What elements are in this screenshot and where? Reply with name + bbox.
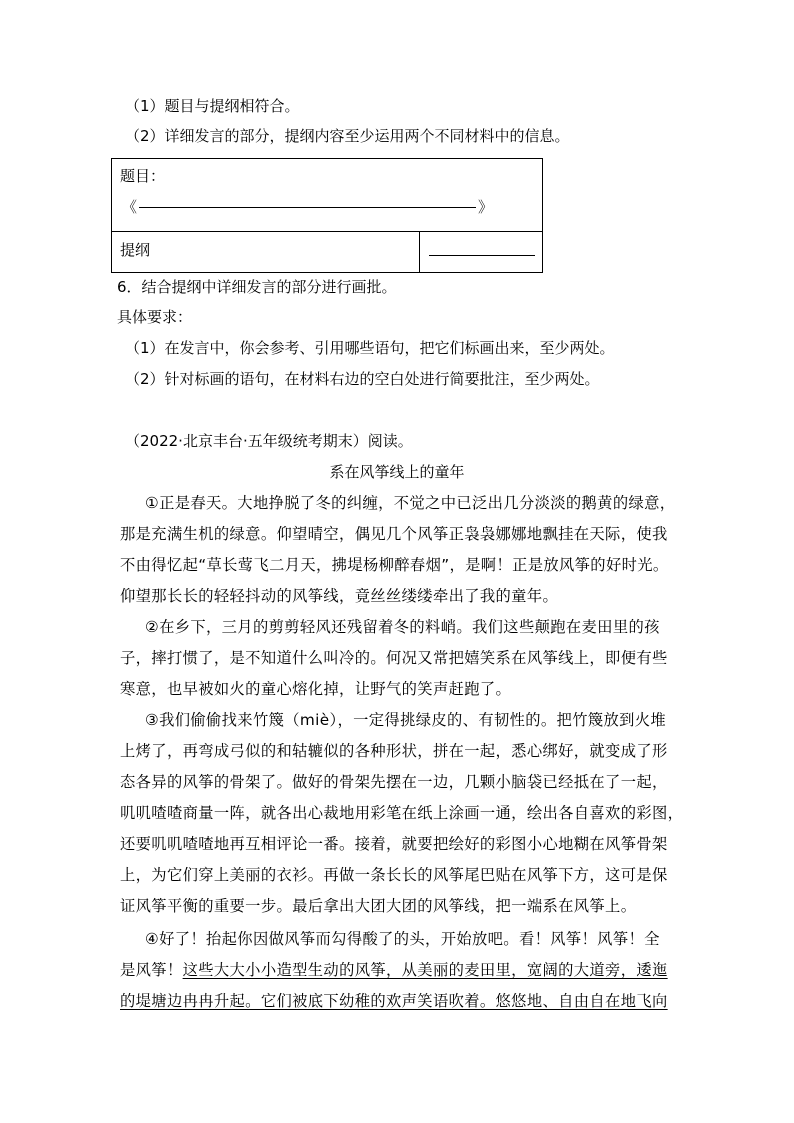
title-fill-line	[139, 197, 476, 208]
outline-fill-line[interactable]	[429, 255, 535, 256]
requirement-2: （2）详细发言的部分，提纲内容至少运用两个不同材料中的信息。	[125, 127, 570, 145]
plain-text: 是风筝！	[120, 961, 183, 979]
source-note: （2022·北京丰台·五年级统考期末）阅读。	[125, 432, 413, 450]
article-line: 态各异的风筝的骨架了。做好的骨架先摆在一边，几颗小脑袋已经抵在了一起，	[120, 773, 668, 791]
article-line: 寒意，也早被如火的童心熔化掉，让野气的笑声赶跑了。	[120, 680, 512, 698]
article-line: 上烤了，再弯成弓似的和轱辘似的各种形状，拼在一起，悉心绑好，就变成了形	[120, 742, 668, 760]
article-line: 证风筝平衡的重要一步。最后拿出大团大团的风筝线，把一端系在风筝上。	[120, 897, 637, 915]
close-bracket: 》	[478, 198, 494, 216]
article-line: 上，为它们穿上美丽的衣衫。再做一条长长的风筝尾巴贴在风筝下方，这可是保	[120, 866, 668, 884]
article-line: ④好了！抬起你因做风筝而勾得酸了的头，开始放吧。看！风筝！风筝！全	[145, 930, 660, 948]
question-6: 6．结合提纲中详细发言的部分进行画批。	[117, 278, 397, 296]
article-line: 叽叽喳喳商量一阵，就各出心裁地用彩笔在纸上涂画一通，绘出各自喜欢的彩图，	[120, 804, 684, 822]
q6-requirement-2: （2）针对标画的语句，在材料右边的空白处进行简要批注，至少两处。	[125, 370, 600, 388]
requirements-heading: 具体要求：	[117, 308, 193, 326]
answer-table	[111, 158, 543, 273]
underlined-text: 这些大大小小造型生动的风筝，从美丽的麦田里，宽阔的大道旁，逶迤	[182, 961, 668, 979]
article-line: ③我们偷偷找来竹篾（miè），一定得挑绿皮的、有韧性的。把竹篾放到火堆	[145, 711, 667, 729]
article-line: 不由得忆起“草长莺飞二月天，拂堤杨柳醉春烟”，是啊！正是放风筝的好时光。	[120, 556, 669, 574]
article-line: 那是充满生机的绿意。仰望晴空，偶见几个风筝正袅袅娜娜地飘挂在天际，使我	[120, 525, 668, 543]
article-line: ①正是春天。大地挣脱了冬的纠缠，不觉之中已泛出几分淡淡的鹅黄的绿意，	[145, 494, 676, 512]
article-line	[120, 960, 668, 980]
article-line: 子，摔打惯了，是不知道什么叫冷的。何况又常把嬉笑系在风筝线上，即便有些	[120, 649, 668, 667]
title-label: 题目：	[120, 167, 166, 185]
article-line: ②在乡下，三月的剪剪轻风还残留着冬的料峭。我们这些颠跑在麦田里的孩	[145, 618, 660, 636]
column-divider	[419, 231, 420, 272]
open-bracket: 《	[122, 198, 138, 216]
q6-requirement-1: （1）在发言中，你会参考、引用哪些语句，把它们标画出来，至少两处。	[125, 339, 615, 357]
article-line: 还要叽叽喳喳地再互相评论一番。接着，就要把绘好的彩图小心地糊在风筝骨架	[120, 835, 668, 853]
underlined-line: 的堤塘边冉冉升起。它们被底下幼稚的欢声笑语吹着。悠悠地、自由自在地飞向	[120, 992, 668, 1010]
requirement-1: （1）题目与提纲相符合。	[125, 97, 300, 115]
outline-row	[112, 231, 542, 274]
title-blank[interactable]	[122, 196, 493, 217]
outline-label: 提纲	[120, 241, 151, 259]
article-line: 仰望那长长的轻轻抖动的风筝线，竟丝丝缕缕牵出了我的童年。	[120, 587, 559, 605]
article-title: 系在风筝线上的童年	[329, 463, 465, 481]
